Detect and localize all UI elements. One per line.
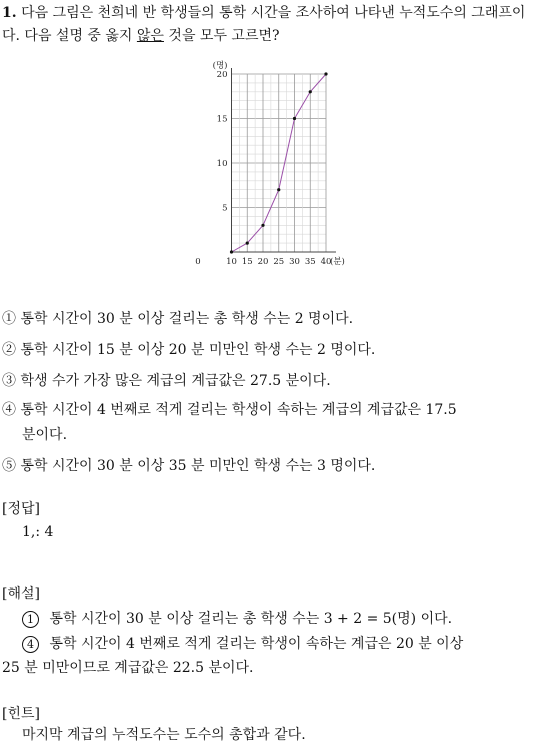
explanation-item-2 — [22, 633, 463, 655]
option-4: ④ 통학 시간이 4 번째로 적게 걸리는 학생이 속하는 계급의 계급값은 17.5 — [2, 402, 457, 418]
hint-text: 마지막 계급의 누적도수는 도수의 총합과 같다. — [22, 727, 306, 743]
x-axis-label: (분) — [330, 257, 345, 267]
x-tick-label: 15 — [241, 257, 253, 267]
y-axis-label: (명) — [212, 61, 228, 71]
explanation-text-1: 통학 시간이 30 분 이상 걸리는 총 학생 수는 3 + 2 = 5(명) 이다. — [49, 611, 453, 627]
option-4-continuation: 분이다. — [22, 427, 68, 443]
data-point — [230, 250, 233, 253]
data-point — [261, 224, 264, 227]
explanation-label: [해설] — [2, 586, 40, 602]
answer-label: [정답] — [2, 501, 40, 517]
question-text-part2: 것을 모두 고르면? — [163, 28, 280, 44]
y-tick-label: 15 — [216, 114, 228, 125]
circled-number: 1 — [22, 611, 39, 628]
x-tick-label: 40 — [320, 257, 332, 267]
circled-number: 4 — [22, 636, 39, 653]
data-point — [324, 72, 327, 75]
y-tick-label: 10 — [216, 159, 228, 169]
x-tick-label: 30 — [289, 257, 300, 267]
data-point — [293, 117, 296, 120]
explanation-continuation: 25 분 미만이므로 계급값은 22.5 분이다. — [2, 660, 254, 676]
option-5: ⑤ 통학 시간이 30 분 이상 35 분 미만인 학생 수는 3 명이다. — [2, 458, 376, 474]
x-tick-label: 0 — [195, 257, 201, 267]
explanation-text-2: 통학 시간이 4 번째로 적게 걸리는 학생이 속하는 계급은 20 분 이상 — [49, 636, 464, 652]
option-1: ① 통학 시간이 30 분 이상 걸리는 총 학생 수는 2 명이다. — [2, 311, 354, 327]
y-tick-label: 5 — [222, 203, 228, 214]
data-point — [309, 90, 312, 93]
question-text — [2, 2, 532, 48]
answer-value: 1,: 4 — [22, 524, 54, 540]
x-tick-label: 20 — [257, 257, 269, 267]
x-tick-label: 35 — [304, 257, 316, 267]
x-tick-label: 25 — [273, 257, 285, 267]
data-point — [246, 242, 249, 245]
explanation-item-1 — [22, 608, 452, 630]
question-underlined-word: 않은 — [136, 28, 164, 44]
hint-label: [힌트] — [2, 706, 40, 722]
option-2: ② 통학 시간이 15 분 이상 20 분 미만인 학생 수는 2 명이다. — [2, 342, 376, 358]
option-3: ③ 학생 수가 가장 많은 계급의 계급값은 27.5 분이다. — [2, 373, 331, 389]
question-number: 1. — [2, 5, 17, 21]
data-point — [277, 188, 280, 191]
y-tick-label: 20 — [216, 70, 228, 80]
x-tick-label: 10 — [226, 257, 237, 267]
cumulative-frequency-chart — [178, 56, 358, 271]
question-text-part1: 다음 그림은 천희네 반 학생들의 통학 시간을 조사하여 나타낸 누적도수의 그래프이다. 다음 설명 중 옳지 — [2, 5, 526, 44]
